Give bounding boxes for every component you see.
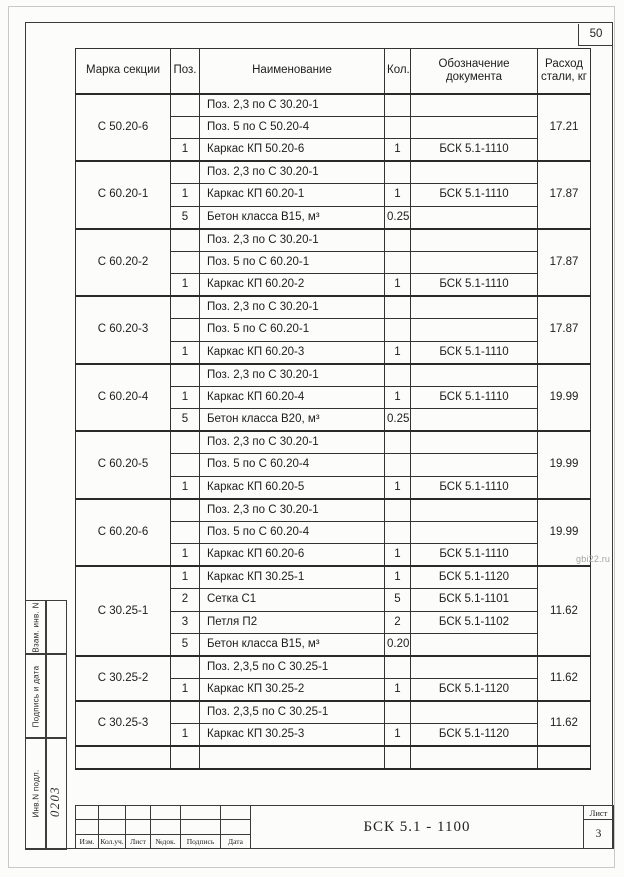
cell-position: 5 — [171, 634, 200, 657]
cell-section-mark: С 30.25-2 — [76, 656, 171, 701]
cell-position: 1 — [171, 139, 200, 162]
label-podpis: Подпись — [181, 835, 221, 849]
cell-position — [171, 251, 200, 274]
cell-steel-consumption: 17.87 — [538, 161, 591, 229]
revision-cell — [151, 806, 181, 820]
cell-section-mark: С 30.25-1 — [76, 566, 171, 656]
cell-quantity: 1 — [385, 386, 411, 409]
cell-quantity: 1 — [385, 184, 411, 207]
cell-quantity — [385, 364, 411, 387]
title-block — [75, 805, 614, 849]
cell-position: 1 — [171, 184, 200, 207]
cell-quantity: 0.20 — [385, 634, 411, 657]
cell-document: БСК 5.1-1101 — [411, 589, 538, 612]
cell-document — [411, 251, 538, 274]
revision-cell — [221, 806, 251, 820]
cell-name: Каркас КП 60.20-6 — [200, 544, 385, 567]
sheet-number: 3 — [584, 820, 614, 849]
cell-quantity: 2 — [385, 611, 411, 634]
stamp-label-inv-podl: Инв.N подл. — [31, 769, 41, 818]
cell-name: Каркас КП 60.20-4 — [200, 386, 385, 409]
cell-quantity — [385, 116, 411, 139]
cell-steel-consumption: 17.87 — [538, 229, 591, 297]
cell-name: Бетон класса В20, м³ — [200, 409, 385, 432]
col-header-section-mark: Марка секции — [76, 49, 171, 94]
label-koluch: Кол.уч. — [99, 835, 126, 849]
cell-position — [171, 364, 200, 387]
revision-cell — [151, 820, 181, 835]
cell-position: 1 — [171, 724, 200, 747]
cell-document: БСК 5.1-1110 — [411, 274, 538, 297]
cell-position — [171, 431, 200, 454]
cell-section-mark: С 60.20-2 — [76, 229, 171, 297]
revision-cell — [181, 820, 221, 835]
cell-steel-consumption: 19.99 — [538, 499, 591, 567]
cell-quantity — [385, 229, 411, 252]
cell-name: Поз. 2,3 по С 30.20-1 — [200, 296, 385, 319]
cell-document — [411, 701, 538, 724]
cell-document: БСК 5.1-1110 — [411, 544, 538, 567]
cell-document — [411, 634, 538, 657]
cell-name: Поз. 5 по С 60.20-4 — [200, 454, 385, 477]
cell-quantity: 1 — [385, 341, 411, 364]
cell-position: 5 — [171, 206, 200, 229]
cell-quantity: 1 — [385, 566, 411, 589]
table-row — [76, 746, 591, 769]
cell-name: Поз. 5 по С 50.20-4 — [200, 116, 385, 139]
cell-position — [171, 701, 200, 724]
cell-steel-consumption — [538, 746, 591, 769]
cell-steel-consumption: 17.87 — [538, 296, 591, 364]
table-row — [76, 94, 591, 117]
cell-name: Каркас КП 60.20-1 — [200, 184, 385, 207]
cell-quantity: 1 — [385, 544, 411, 567]
cell-position — [171, 229, 200, 252]
table-row — [76, 161, 591, 184]
cell-name: Поз. 2,3 по С 30.20-1 — [200, 94, 385, 117]
cell-quantity: 1 — [385, 476, 411, 499]
col-header-steel: Расход стали, кг — [538, 49, 591, 94]
cell-quantity — [385, 656, 411, 679]
cell-document — [411, 319, 538, 342]
cell-document: БСК 5.1-1110 — [411, 476, 538, 499]
revision-cell — [221, 820, 251, 835]
cell-name: Поз. 2,3 по С 30.20-1 — [200, 431, 385, 454]
col-header-name: Наименование — [200, 49, 385, 94]
cell-quantity — [385, 499, 411, 522]
cell-document — [411, 116, 538, 139]
revision-cell — [126, 806, 151, 820]
cell-position: 1 — [171, 679, 200, 702]
cell-position: 1 — [171, 476, 200, 499]
cell-section-mark — [76, 746, 171, 769]
label-ndok: №док. — [151, 835, 181, 849]
cell-quantity — [385, 251, 411, 274]
revision-cell — [76, 820, 99, 835]
revision-cell — [76, 806, 99, 820]
cell-document — [411, 454, 538, 477]
cell-name: Поз. 5 по С 60.20-1 — [200, 319, 385, 342]
cell-document: БСК 5.1-1110 — [411, 139, 538, 162]
revision-cell — [99, 806, 126, 820]
label-izm: Изм. — [76, 835, 99, 849]
cell-quantity — [385, 319, 411, 342]
cell-position — [171, 454, 200, 477]
col-header-document: Обозначение документа — [411, 49, 538, 94]
col-header-position: Поз. — [171, 49, 200, 94]
cell-quantity — [385, 454, 411, 477]
cell-position: 1 — [171, 544, 200, 567]
table-row — [76, 656, 591, 679]
cell-steel-consumption: 19.99 — [538, 364, 591, 432]
title-block-row — [76, 806, 614, 820]
cell-name: Бетон класса В15, м³ — [200, 206, 385, 229]
cell-name: Поз. 2,3 по С 30.20-1 — [200, 364, 385, 387]
stamp-box-vzam-inv-blank — [45, 600, 67, 655]
stamp-label-podpis-data: Подпись и дата — [31, 665, 41, 727]
cell-position — [171, 521, 200, 544]
cell-position: 2 — [171, 589, 200, 612]
cell-quantity: 1 — [385, 679, 411, 702]
cell-steel-consumption: 11.62 — [538, 566, 591, 656]
cell-quantity: 1 — [385, 139, 411, 162]
top-sheet-number: 50 — [589, 28, 603, 40]
cell-name: Каркас КП 50.20-6 — [200, 139, 385, 162]
cell-name: Поз. 2,3 по С 30.20-1 — [200, 499, 385, 522]
cell-name: Каркас КП 60.20-2 — [200, 274, 385, 297]
cell-position: 3 — [171, 611, 200, 634]
table-row — [76, 701, 591, 724]
cell-document — [411, 296, 538, 319]
sheet-label: Лист — [584, 806, 614, 820]
label-list: Лист — [126, 835, 151, 849]
specification-table — [75, 48, 591, 770]
cell-quantity — [385, 701, 411, 724]
cell-position: 1 — [171, 274, 200, 297]
cell-name: Поз. 5 по С 60.20-1 — [200, 251, 385, 274]
cell-quantity — [385, 746, 411, 769]
cell-position — [171, 94, 200, 117]
document-number: БСК 5.1 - 1100 — [251, 806, 584, 849]
revision-cell — [99, 820, 126, 835]
cell-document: БСК 5.1-1110 — [411, 386, 538, 409]
cell-name: Сетка С1 — [200, 589, 385, 612]
revision-cell — [126, 820, 151, 835]
cell-document — [411, 521, 538, 544]
cell-section-mark: С 60.20-1 — [76, 161, 171, 229]
cell-name: Поз. 2,3,5 по С 30.25-1 — [200, 701, 385, 724]
cell-name: Поз. 5 по С 60.20-4 — [200, 521, 385, 544]
stamp-box-vzam-inv — [25, 600, 47, 655]
cell-section-mark: С 60.20-6 — [76, 499, 171, 567]
handwritten-inventory-number: 0203 — [48, 785, 62, 817]
table-header-row — [76, 49, 591, 94]
label-data: Дата — [221, 835, 251, 849]
cell-document — [411, 206, 538, 229]
cell-position — [171, 656, 200, 679]
stamp-box-podpis-data — [25, 653, 47, 739]
col-header-quantity: Кол. — [385, 49, 411, 94]
cell-quantity — [385, 431, 411, 454]
cell-name: Поз. 2,3 по С 30.20-1 — [200, 161, 385, 184]
cell-document: БСК 5.1-1120 — [411, 679, 538, 702]
cell-document — [411, 656, 538, 679]
cell-name: Поз. 2,3,5 по С 30.25-1 — [200, 656, 385, 679]
cell-document: БСК 5.1-1102 — [411, 611, 538, 634]
cell-position — [171, 499, 200, 522]
cell-quantity — [385, 161, 411, 184]
cell-steel-consumption: 11.62 — [538, 656, 591, 701]
cell-document: БСК 5.1-1120 — [411, 566, 538, 589]
cell-position: 1 — [171, 566, 200, 589]
cell-name: Каркас КП 60.20-5 — [200, 476, 385, 499]
cell-section-mark: С 60.20-5 — [76, 431, 171, 499]
cell-document — [411, 229, 538, 252]
cell-steel-consumption: 11.62 — [538, 701, 591, 746]
cell-position: 1 — [171, 386, 200, 409]
cell-name: Каркас КП 60.20-3 — [200, 341, 385, 364]
cell-quantity — [385, 94, 411, 117]
cell-document: БСК 5.1-1120 — [411, 724, 538, 747]
cell-steel-consumption: 17.21 — [538, 94, 591, 162]
cell-document: БСК 5.1-1110 — [411, 184, 538, 207]
cell-position — [171, 116, 200, 139]
watermark: gbi22.ru — [576, 554, 611, 564]
cell-document: БСК 5.1-1110 — [411, 341, 538, 364]
cell-document — [411, 431, 538, 454]
cell-position: 1 — [171, 341, 200, 364]
cell-document — [411, 746, 538, 769]
cell-steel-consumption: 19.99 — [538, 431, 591, 499]
cell-position — [171, 296, 200, 319]
cell-quantity: 1 — [385, 274, 411, 297]
cell-name: Петля П2 — [200, 611, 385, 634]
cell-quantity: 5 — [385, 589, 411, 612]
stamp-box-podpis-data-blank — [45, 653, 67, 739]
cell-quantity: 1 — [385, 724, 411, 747]
cell-position — [171, 319, 200, 342]
handwritten-inventory-number-wrap — [45, 762, 66, 840]
cell-document — [411, 364, 538, 387]
cell-name: Каркас КП 30.25-3 — [200, 724, 385, 747]
cell-section-mark: С 60.20-3 — [76, 296, 171, 364]
cell-document — [411, 409, 538, 432]
spec-table-body — [76, 94, 591, 769]
stamp-box-inv-podl — [25, 737, 47, 850]
cell-section-mark: С 50.20-6 — [76, 94, 171, 162]
table-row — [76, 296, 591, 319]
cell-name: Каркас КП 30.25-1 — [200, 566, 385, 589]
cell-name: Бетон класса В15, м³ — [200, 634, 385, 657]
cell-position: 5 — [171, 409, 200, 432]
cell-position — [171, 161, 200, 184]
cell-quantity — [385, 296, 411, 319]
cell-name: Каркас КП 30.25-2 — [200, 679, 385, 702]
cell-quantity: 0.25 — [385, 206, 411, 229]
cell-position — [171, 746, 200, 769]
cell-quantity — [385, 521, 411, 544]
table-row — [76, 229, 591, 252]
cell-quantity: 0.25 — [385, 409, 411, 432]
table-row — [76, 431, 591, 454]
cell-section-mark: С 30.25-3 — [76, 701, 171, 746]
table-row — [76, 364, 591, 387]
top-sheet-number-box — [578, 24, 613, 46]
cell-document — [411, 499, 538, 522]
cell-name: Поз. 2,3 по С 30.20-1 — [200, 229, 385, 252]
stamp-label-vzam-inv: Взам. инв. N — [31, 602, 41, 653]
cell-document — [411, 161, 538, 184]
table-row — [76, 499, 591, 522]
cell-document — [411, 94, 538, 117]
cell-name — [200, 746, 385, 769]
revision-cell — [181, 806, 221, 820]
table-row — [76, 566, 591, 589]
cell-section-mark: С 60.20-4 — [76, 364, 171, 432]
